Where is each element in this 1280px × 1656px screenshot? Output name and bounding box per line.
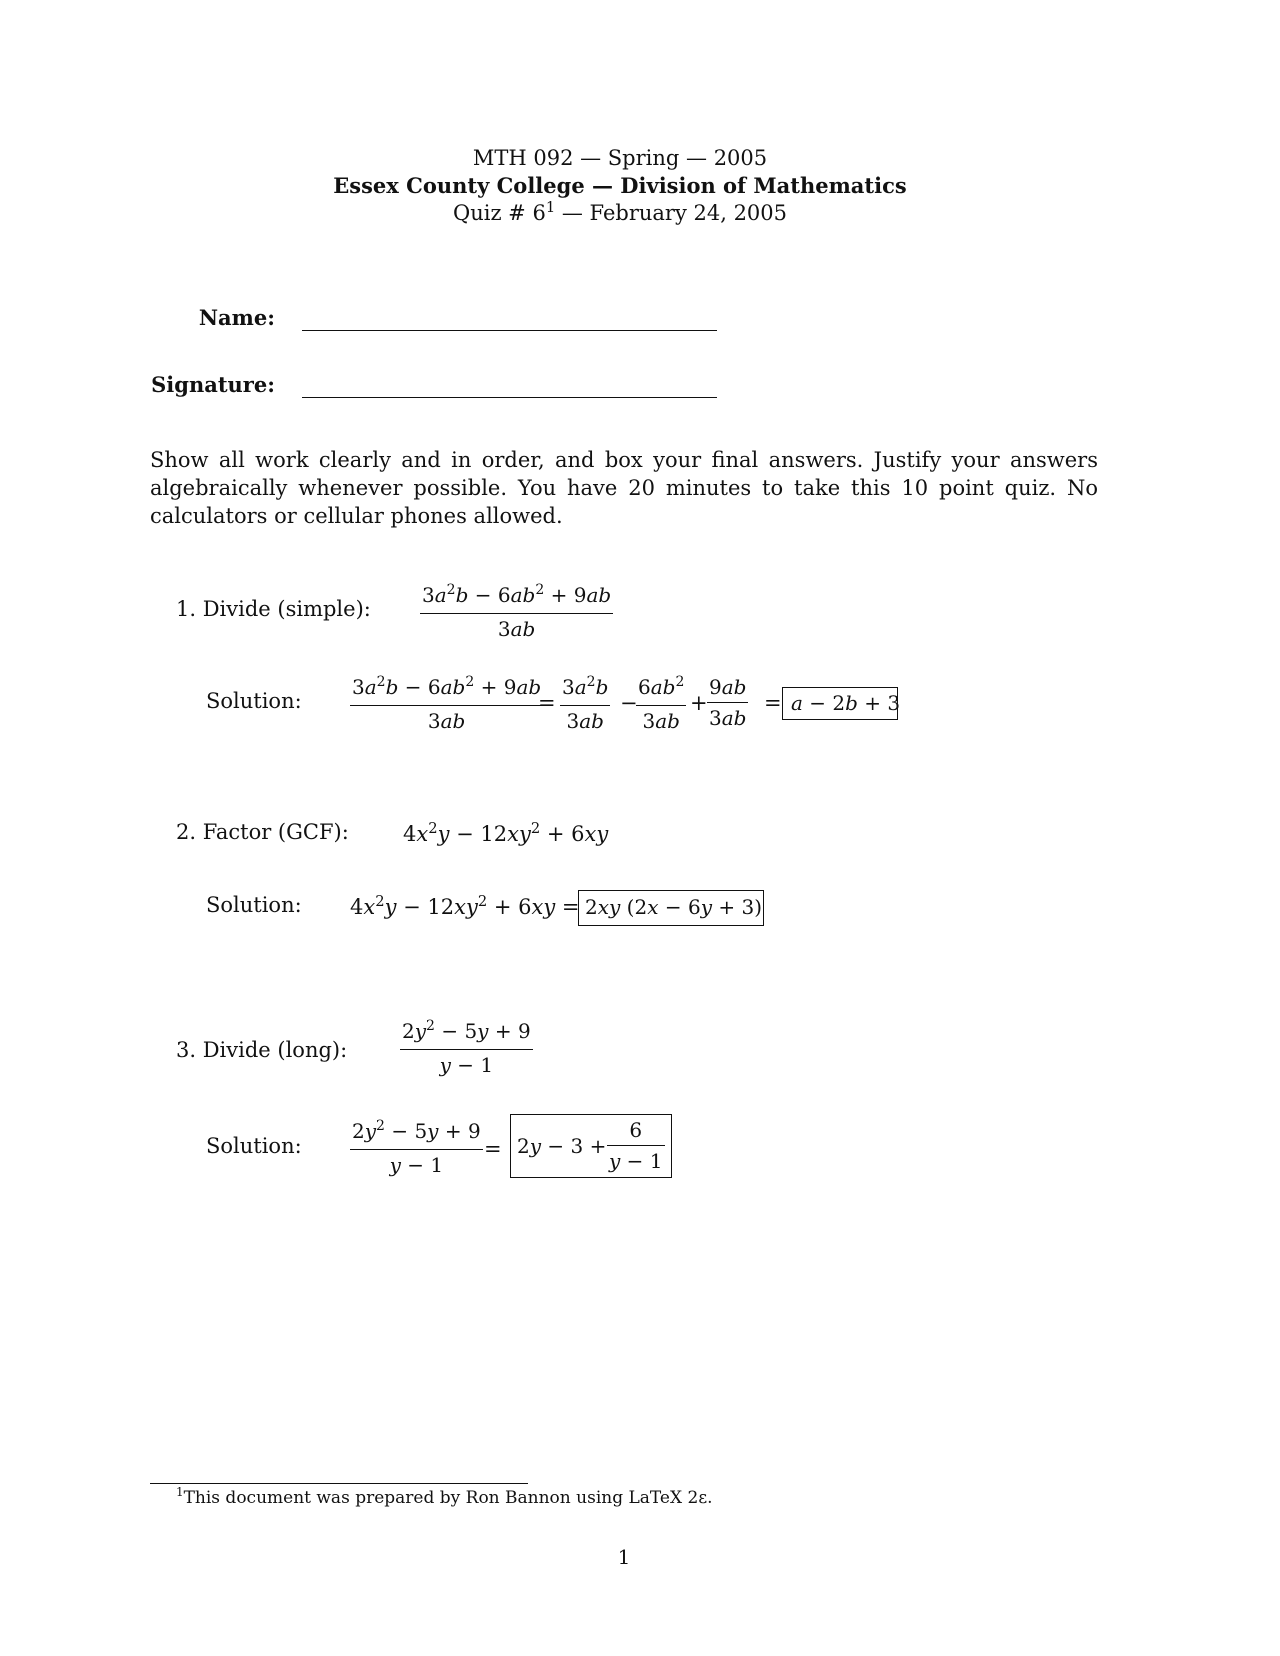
instructions-paragraph: Show all work clearly and in order, and box your final answers. Justify your answers algebraically whenever possible. You have 20 minutes to take this 10 point quiz. No calculators or cellular phones allowed. xyxy=(150,448,1098,528)
problem-3-expression: $2y^2 - 5y + 9$ y − 1 xyxy=(402,1018,531,1077)
problem-2-expression: $4x^2y - 12xy^2 + 6xy$ xyxy=(403,819,609,846)
solution-1-fraction: $3a^2b - 6ab^2 + 9ab$ 3ab xyxy=(352,674,542,733)
college-line: Essex County College — Division of Mathematics xyxy=(333,173,907,198)
answer-box-2: 2xy (2x − 6y + 3) xyxy=(578,890,764,926)
signature-label: Signature: xyxy=(151,372,275,397)
problem-1-solution-label: Solution: xyxy=(206,689,302,713)
course-line: MTH 092 — Spring — 2005 xyxy=(472,146,768,170)
problem-3-solution-label: Solution: xyxy=(206,1134,302,1158)
name-label: Name: xyxy=(198,305,275,330)
problem-2-label: 2. Factor (GCF): xyxy=(176,820,349,844)
quiz-date: — February 24, 2005 xyxy=(555,201,788,225)
signature-field-line[interactable] xyxy=(302,397,717,398)
problem-1-expression: $3a^2b - 6ab^2 + 9ab$ 3ab xyxy=(422,582,612,641)
name-field-line[interactable] xyxy=(302,330,717,331)
answer-box-3: 2y − 3 + 6 y − 1 xyxy=(510,1114,672,1178)
footnote-rule xyxy=(150,1483,528,1484)
footnote-mark: 1 xyxy=(176,1485,184,1500)
problem-2-solution-label: Solution: xyxy=(206,893,302,917)
footnote xyxy=(176,1485,713,1508)
quiz-footnote-mark: 1 xyxy=(545,198,556,216)
problem-1-label: 1. Divide (simple): xyxy=(176,597,371,621)
answer-box-1: a − 2b + 3 xyxy=(782,687,898,720)
problem-3-label: 3. Divide (long): xyxy=(176,1038,348,1062)
footnote-text: This document was prepared by Ron Bannon using LaTeX 2ε. xyxy=(183,1488,713,1508)
page-number: 1 xyxy=(617,1545,631,1569)
quiz-line xyxy=(0,199,1240,230)
quiz-title: Quiz # 6 xyxy=(452,201,546,225)
